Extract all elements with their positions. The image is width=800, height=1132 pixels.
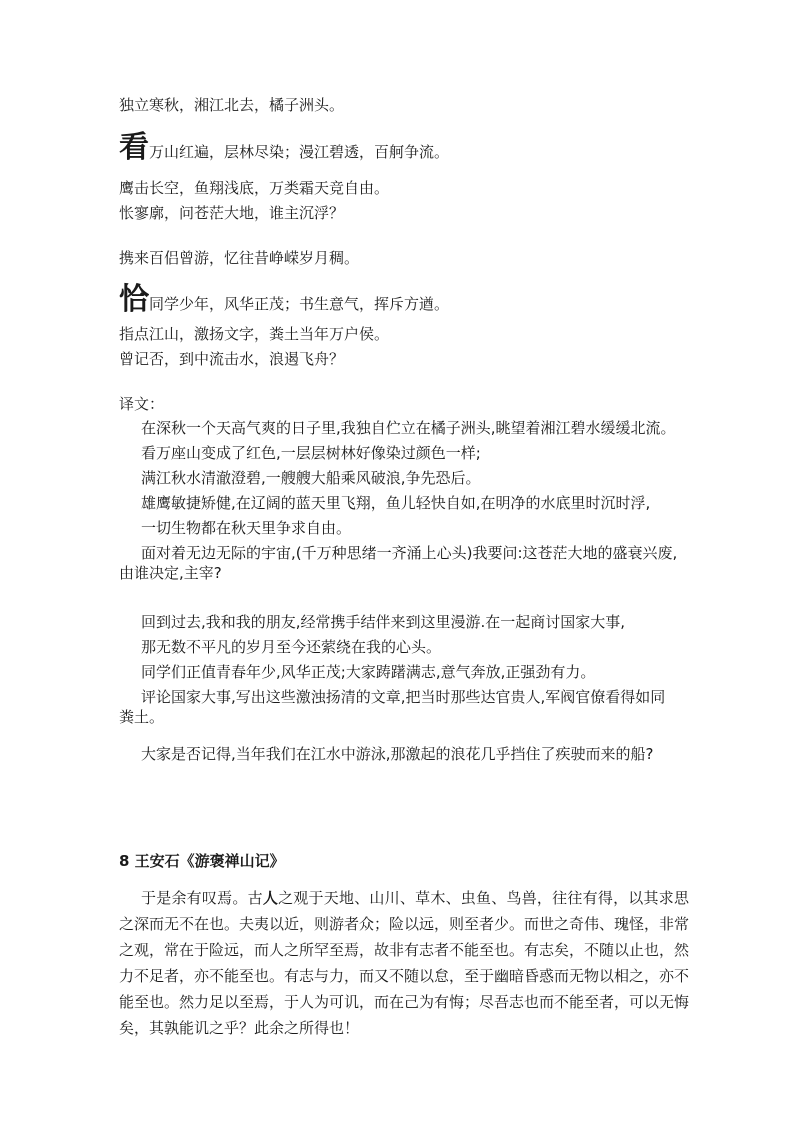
translation-label: 译文： [119, 395, 165, 413]
poem-line: 独立寒秋，湘江北去，橘子洲头。 [119, 96, 345, 114]
essay-bold-char: 人 [262, 889, 279, 907]
poem-line: 指点江山，激扬文字，粪土当年万户侯。 [119, 325, 390, 343]
poem-line: 鹰击长空，鱼翔浅底，万类霜天竞自由。 [119, 179, 390, 197]
translation-line: 同学们正值青春年少,风华正茂;大家踌躇满志,意气奔放,正强劲有力。 [141, 663, 596, 681]
essay-paragraph [119, 885, 689, 1041]
translation-line: 那无数不平凡的岁月至今还萦绕在我的心头。 [141, 638, 442, 656]
translation-line: 看万座山变成了红色,一层层树林好像染过颜色一样; [141, 444, 481, 462]
translation-line: 大家是否记得,当年我们在江水中游泳,那激起的浪花几乎挡住了疾驶而来的船? [141, 745, 654, 763]
essay-text: 之观于天地、山川、草木、虫鱼、鸟兽，往往有得，以其求思之深而无不在也。夫夷以近，则游者众；险以远，则至者少。而世之奇伟、瑰怪，非常之观，常在于险远，而人之所罕至焉，故非有志者不能至也。有志矣，不随以止也，然力不足者，亦不能至也。有志与力，而又不随以怠，至于幽暗昏惑而无物以相之，亦不能至也。然力足以至焉，于人为可讥，而在己为有悔；尽吾志也而不能至者，可以无悔矣，其孰能讥之乎？此余之所得也！ [119, 889, 690, 1037]
translation-line: 雄鹰敏捷矫健,在辽阔的蓝天里飞翔，鱼儿轻快自如,在明净的水底里时沉时浮, [141, 494, 651, 512]
poem-line: 携来百侣曾游，忆往昔峥嵘岁月稠。 [119, 249, 360, 267]
translation-line: 面对着无边无际的宇宙,(千万种思绪一齐涌上心头)我要问:这苍茫大地的盛衰兴废,由谁决定,主宰? [119, 544, 678, 582]
poem-line: 怅寥廓，问苍茫大地，谁主沉浮？ [119, 204, 345, 222]
poem-line: 同学少年，风华正茂；书生意气，挥斥方遒。 [149, 295, 450, 313]
translation-line: 满江秋水清澈澄碧,一艘艘大船乘风破浪,争先恐后。 [141, 469, 481, 487]
poem-line: 曾记否，到中流击水，浪遏飞舟？ [119, 350, 345, 368]
translation-line: 回到过去,我和我的朋友,经常携手结伴来到这里漫游.在一起商讨国家大事, [141, 613, 626, 631]
section-heading: 8 王安石《游褒禅山记》 [119, 852, 285, 870]
poem-stanza-line [119, 283, 449, 321]
essay-text: 于是余有叹焉。古 [141, 889, 263, 907]
translation-line: 评论国家大事,写出这些激浊扬清的文章,把当时那些达官贵人,军阀官僚看得如同粪土。 [119, 688, 666, 726]
translation-line: 在深秋一个天高气爽的日子里,我独自伫立在橘子洲头,眺望着湘江碧水缓缓北流。 [141, 419, 676, 437]
drop-cap: 看 [119, 130, 149, 165]
drop-cap: 恰 [119, 282, 149, 317]
translation-line: 一切生物都在秋天里争求自由。 [141, 519, 352, 537]
poem-line: 万山红遍，层林尽染；漫江碧透，百舸争流。 [149, 143, 450, 161]
poem-stanza-line [119, 131, 449, 169]
